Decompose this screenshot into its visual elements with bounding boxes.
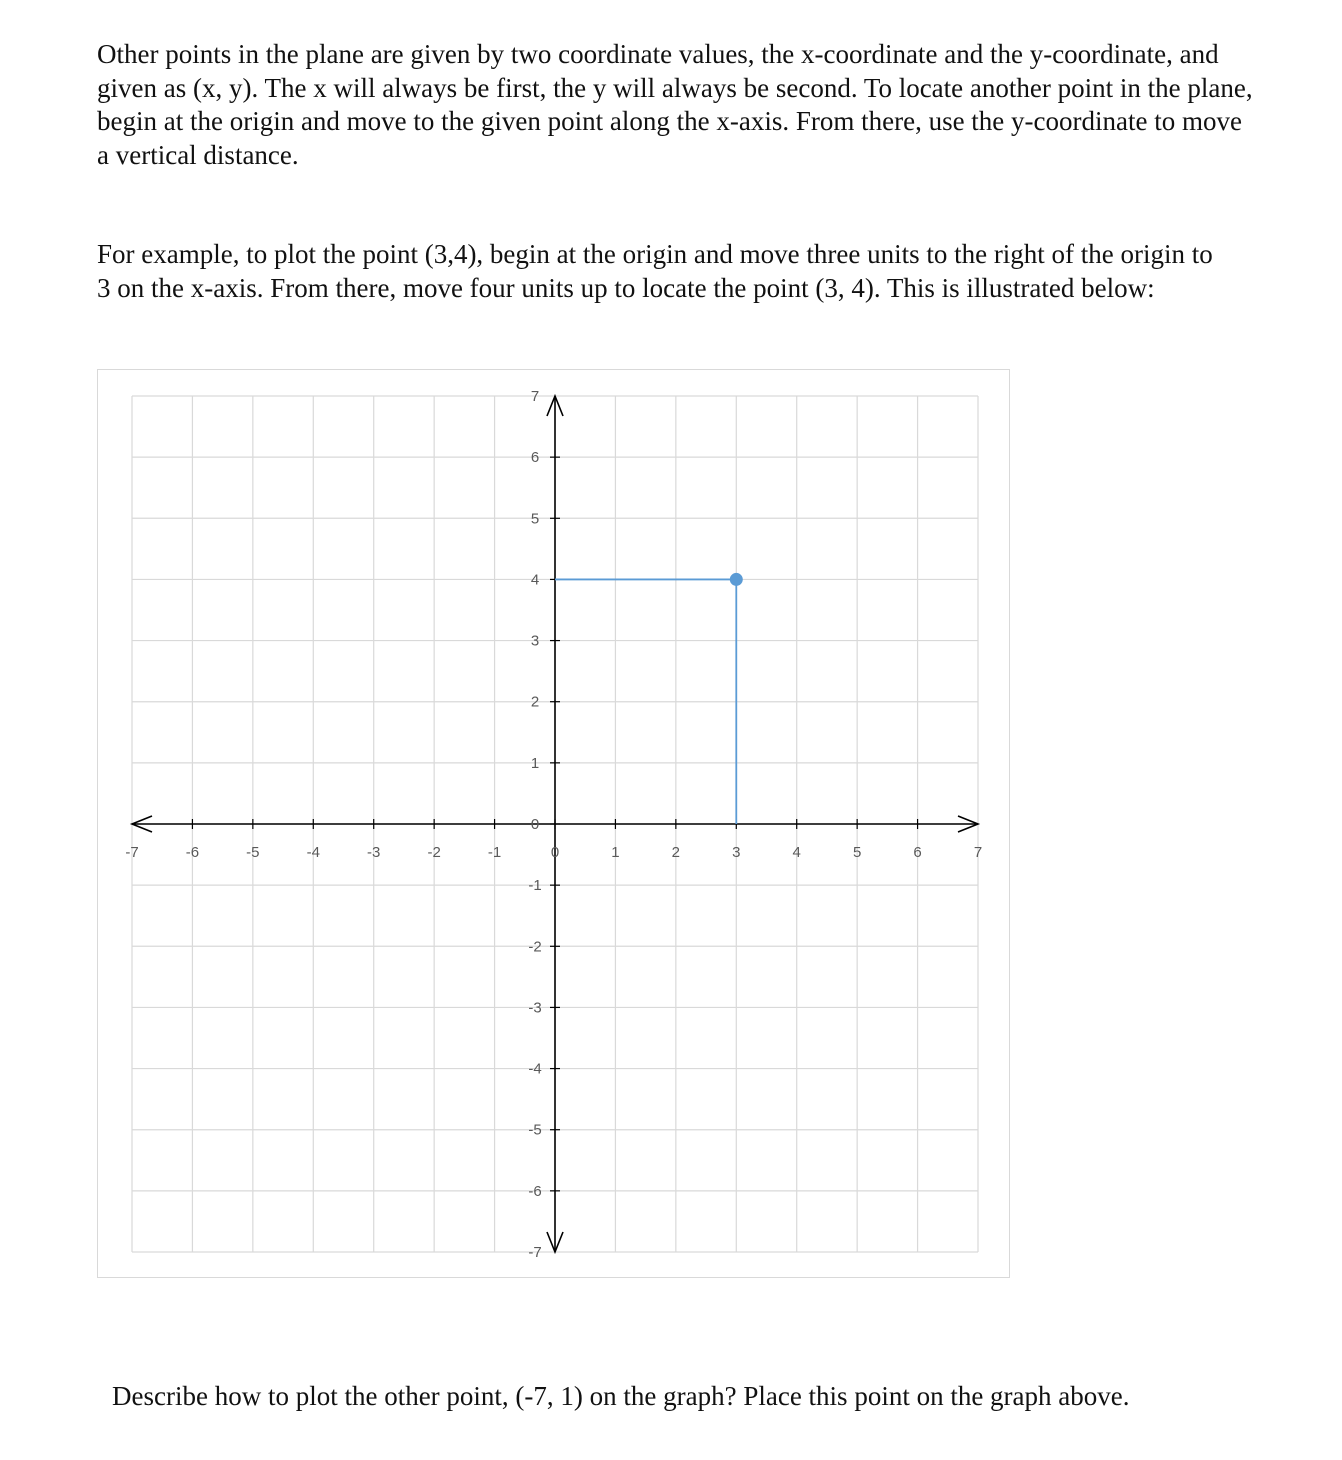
- x-tick-label: 7: [973, 844, 983, 861]
- x-tick-label: 1: [611, 844, 620, 861]
- x-tick-label: 3: [732, 844, 741, 861]
- x-tick-label: -7: [125, 844, 139, 861]
- x-tick-label: -2: [427, 844, 441, 861]
- paragraph-coordinates-intro: Other points in the plane are given by two coordinate values, the x-coordinate and the y-coordinate, and given as (x, y). The x will always be first, the y will always be second. To locate another point in the plane, begin at the origin and move to the given point along the x-axis. From there, use the y-coordinate to move a vertical distance.: [97, 39, 1253, 170]
- x-tick-label: -3: [367, 844, 381, 861]
- y-tick-label: 6: [530, 449, 540, 467]
- x-tick-label: -1: [487, 844, 502, 861]
- x-tick-label: 5: [852, 844, 862, 861]
- x-tick-label: -6: [185, 844, 200, 861]
- x-tick-label: 2: [671, 844, 681, 861]
- y-tick-label: -5: [528, 1121, 542, 1139]
- y-tick-label: -3: [528, 999, 542, 1017]
- x-tick-label: 0: [550, 844, 560, 861]
- y-tick-label: 5: [530, 510, 540, 528]
- x-tick-label: 6: [913, 844, 922, 861]
- x-tick-label: 4: [792, 844, 801, 861]
- y-tick-label: 3: [530, 632, 540, 650]
- question-text: Describe how to plot the other point, (-7, 1) on the graph? Place this point on the graph above.: [112, 1381, 1130, 1411]
- y-tick-label: 7: [530, 388, 540, 405]
- chart-frame: [97, 369, 1010, 1278]
- y-tick-label: 2: [530, 693, 540, 711]
- y-tick-label: 0: [530, 816, 540, 833]
- y-tick-label: -4: [528, 1060, 542, 1078]
- y-tick-label: 4: [530, 571, 540, 589]
- x-tick-label: -4: [306, 844, 320, 861]
- y-tick-label: -6: [528, 1182, 542, 1200]
- x-tick-label: -5: [246, 844, 260, 861]
- y-tick-label: 1: [530, 754, 540, 772]
- y-tick-label: -1: [528, 877, 542, 895]
- y-tick-label: -2: [528, 938, 542, 956]
- y-tick-label: -7: [528, 1244, 542, 1261]
- paragraph-plot-example: For example, to plot the point (3,4), begin at the origin and move three units to the right of the origin to 3 on the x-axis. From there, move four units up to locate the point (3, 4). This is illustrated below:: [97, 239, 1213, 303]
